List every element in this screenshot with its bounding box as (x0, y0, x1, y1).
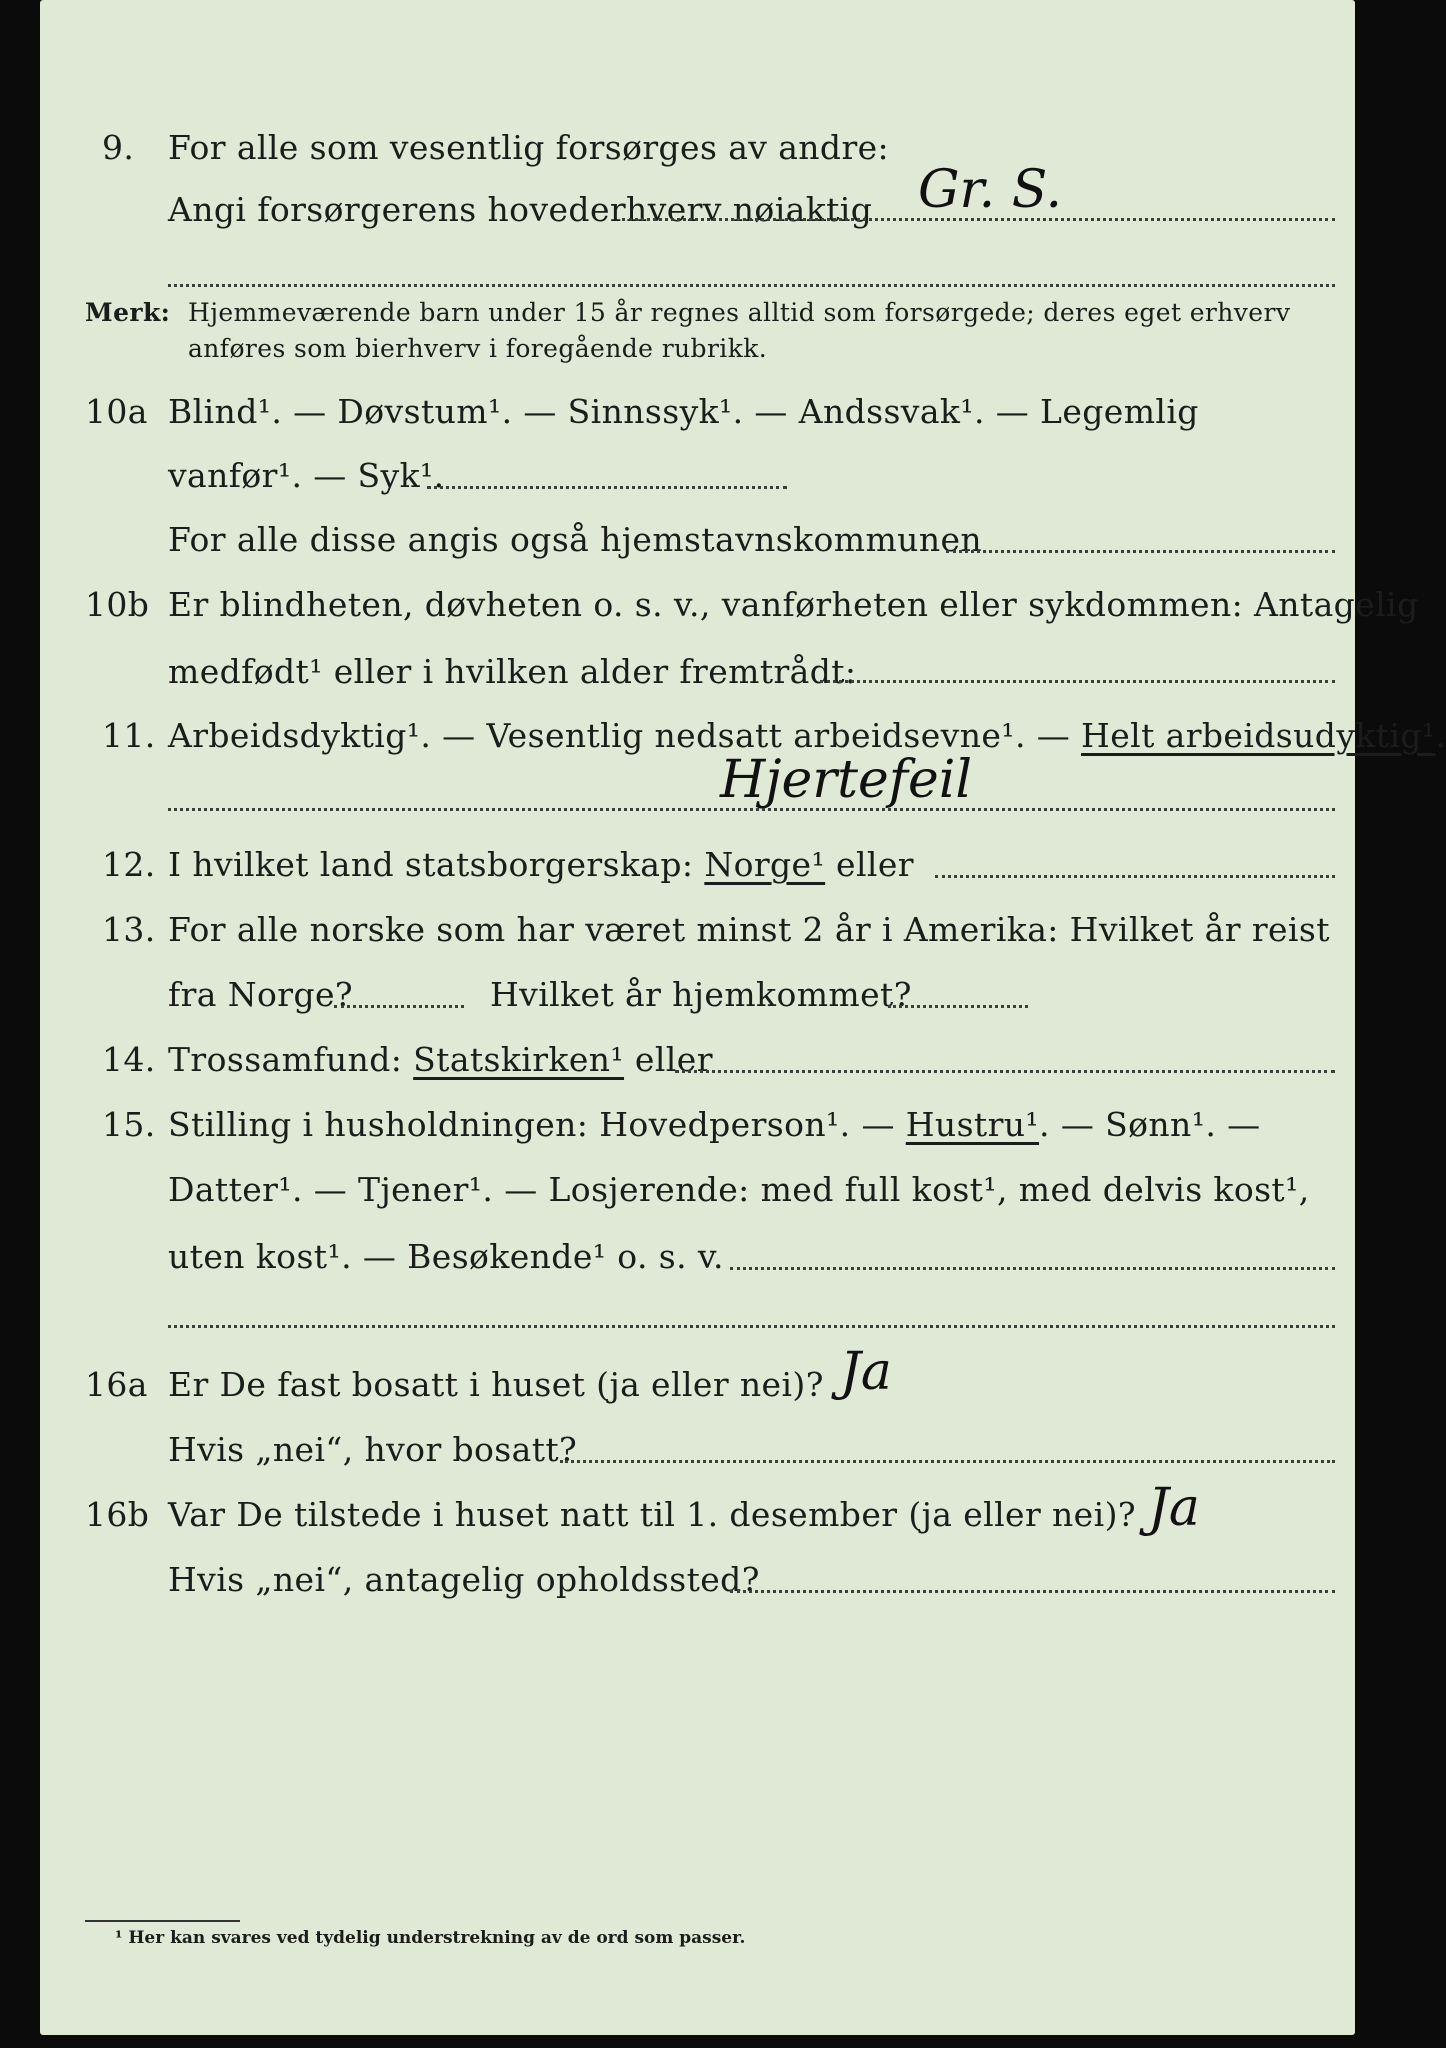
q13-line2a: fra Norge? (168, 975, 354, 1014)
q11-underlined-option: Helt arbeidsudyktig¹ (1081, 716, 1436, 755)
merk-label: Merk: (85, 298, 171, 327)
q15-field (730, 1267, 1335, 1270)
q16a-line1: Er De fast bosatt i huset (ja eller nei)? (168, 1365, 824, 1404)
q12-underlined-option: Norge¹ (704, 845, 826, 884)
q14-text: Trossamfund: Statskirken¹ eller (168, 1040, 713, 1079)
q12-number: 12. (102, 845, 156, 884)
q13-line2b: Hvilket år hjemkommet? (490, 975, 912, 1014)
q11-answer-line (168, 808, 1335, 811)
q15-line1: Stilling i husholdningen: Hovedperson¹. — Hustru¹. — Sønn¹. — (168, 1105, 1261, 1144)
q9-number: 9. (102, 128, 135, 167)
q16a-line2: Hvis „nei“, hvor bosatt? (168, 1430, 578, 1469)
q9-line2: Angi forsørgerens hovederhverv nøiaktig (168, 190, 873, 229)
q10a-line3: For alle disse angis også hjemstavnskommunen (168, 520, 983, 559)
q14-field (675, 1070, 1335, 1073)
q13-number: 13. (102, 910, 156, 949)
merk-line1: Hjemmeværende barn under 15 år regnes alltid som forsørgede; deres eget erhverv (188, 298, 1291, 327)
q11-number: 11. (102, 716, 156, 755)
q15-underlined-option: Hustru¹ (905, 1105, 1040, 1144)
q11-answer: Hjertefeil (720, 750, 973, 810)
q10b-field (820, 680, 1335, 683)
q10a-number: 10a (85, 392, 148, 431)
q16b-field (730, 1590, 1335, 1593)
q10b-line2: medfødt¹ eller i hvilken alder fremtrådt: (168, 652, 857, 691)
footnote-rule (85, 1920, 240, 1922)
q16b-answer: Ja (1148, 1478, 1200, 1538)
q15-number: 15. (102, 1105, 156, 1144)
q14-underlined-option: Statskirken¹ (413, 1040, 625, 1079)
q13-field-hjemkommet (888, 1005, 1028, 1008)
q9-extra-line (168, 284, 1335, 287)
q9-line1: For alle som vesentlig forsørges av andre: (168, 128, 890, 167)
q16b-line1: Var De tilstede i huset natt til 1. desember (ja eller nei)? (168, 1495, 1136, 1534)
q16a-answer: Ja (840, 1342, 892, 1402)
q16a-field (560, 1460, 1335, 1463)
footnote: ¹ Her kan svares ved tydelig understrekning av de ord som passer. (115, 1928, 746, 1948)
q10a-line3-field (946, 550, 1335, 553)
q12-field (935, 875, 1335, 878)
q13-field-reist (334, 1005, 464, 1008)
q13-line1: For alle norske som har været minst 2 år i Amerika: Hvilket år reist (168, 910, 1330, 949)
q12-text: I hvilket land statsborgerskap: Norge¹ eller (168, 845, 914, 884)
q10b-line1: Er blindheten, døvheten o. s. v., vanførheten eller sykdommen: Antagelig (168, 585, 1419, 624)
q15-extra-line (168, 1325, 1335, 1328)
census-form-page (40, 0, 1446, 2035)
merk-line2: anføres som bierhverv i foregående rubrikk. (188, 334, 768, 363)
q10a-line1: Blind¹. — Døvstum¹. — Sinnssyk¹. — Andssvak¹. — Legemlig (168, 392, 1199, 431)
q16b-number: 16b (85, 1495, 150, 1534)
q15-line3: uten kost¹. — Besøkende¹ o. s. v. (168, 1237, 724, 1276)
q16b-line2: Hvis „nei“, antagelig opholdssted? (168, 1560, 760, 1599)
q16a-number: 16a (85, 1365, 148, 1404)
q10b-number: 10b (85, 585, 150, 624)
q11-text: Arbeidsdyktig¹. — Vesentlig nedsatt arbeidsevne¹. — Helt arbeidsudyktig¹. (168, 716, 1446, 755)
q15-line2: Datter¹. — Tjener¹. — Losjerende: med full kost¹, med delvis kost¹, (168, 1170, 1310, 1209)
q10a-line2: vanfør¹. — Syk¹. (168, 456, 445, 495)
q9-answer: Gr. S. (918, 160, 1063, 220)
q14-number: 14. (102, 1040, 156, 1079)
q10a-line2-field (427, 486, 787, 489)
